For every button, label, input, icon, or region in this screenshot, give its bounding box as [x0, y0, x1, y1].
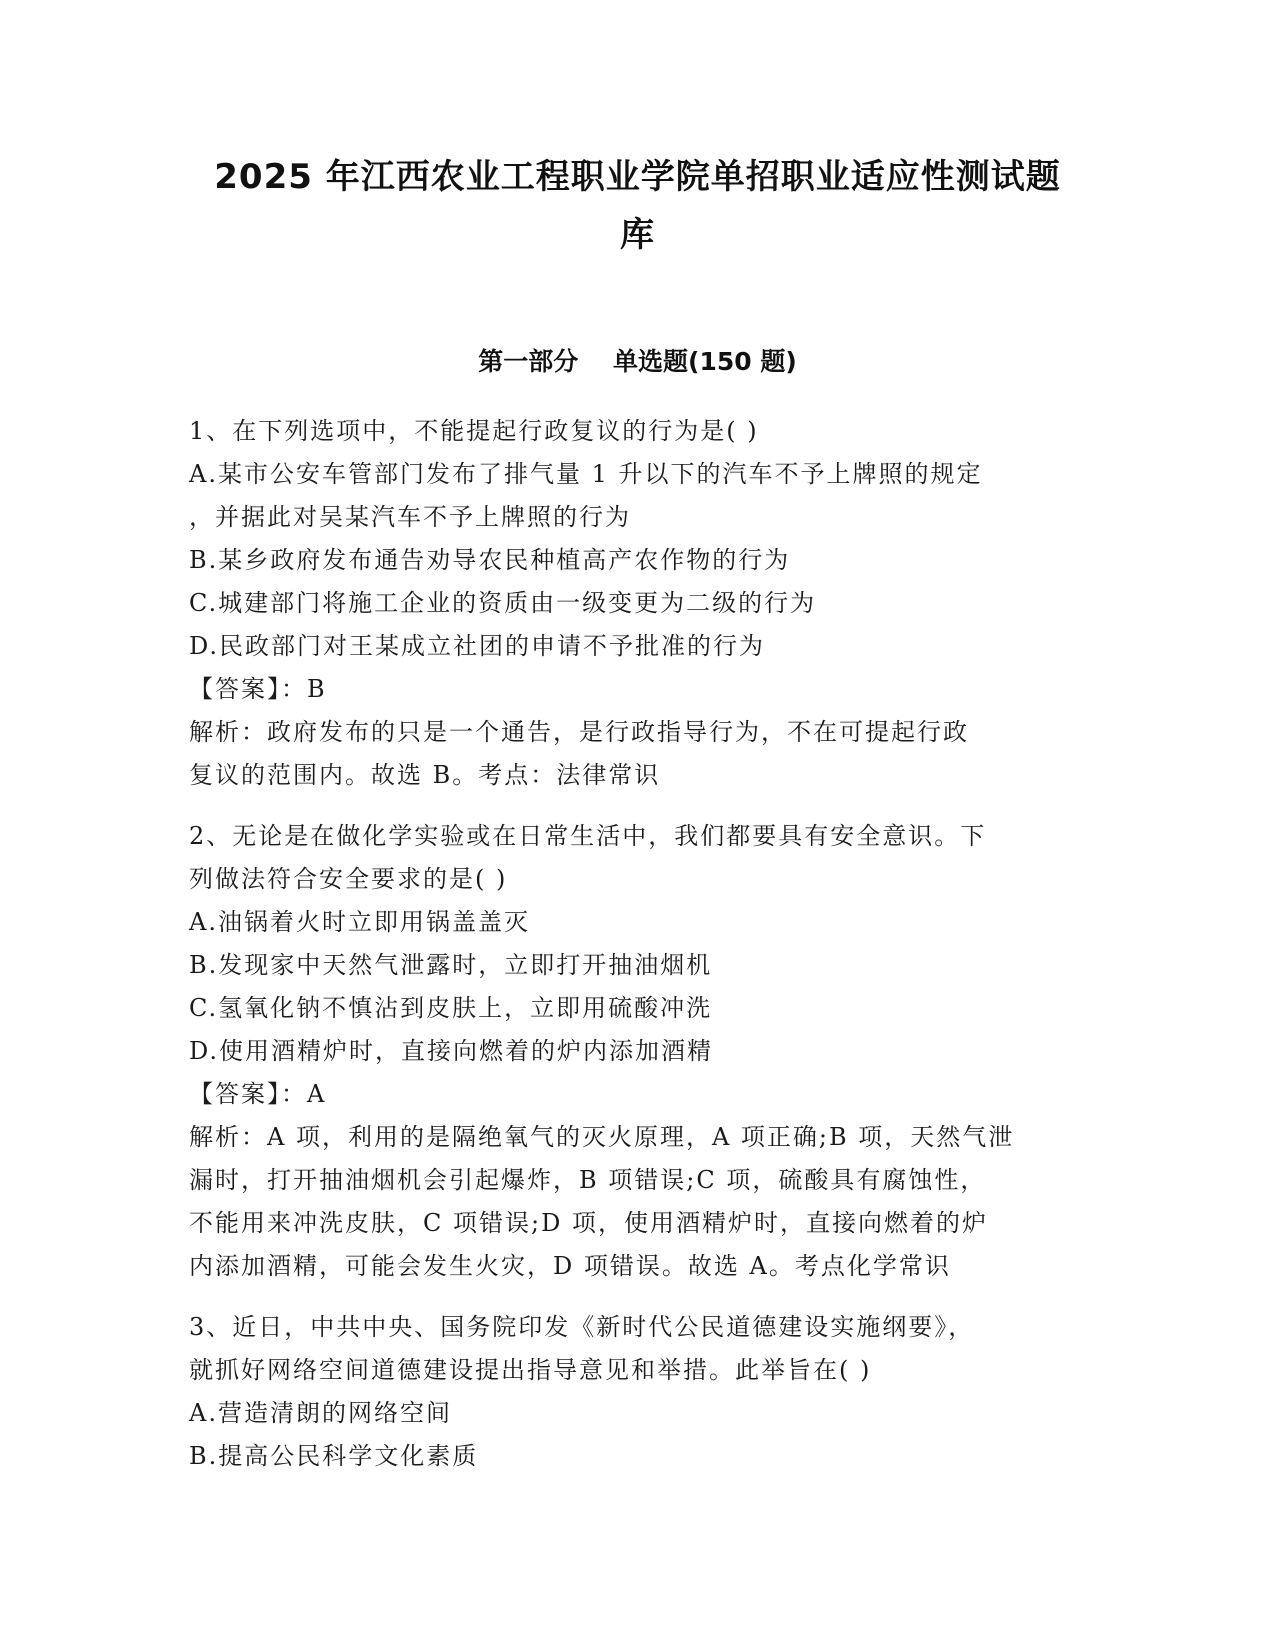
option-c: C.氢氧化钠不慎沾到皮肤上，立即用硫酸冲洗 [189, 994, 713, 1022]
question-stem-line: 1、在下列选项中，不能提起行政复议的行为是( ) [189, 417, 759, 445]
option-d: D.民政部门对王某成立社团的申请不予批准的行为 [189, 632, 766, 660]
document-title [185, 148, 1090, 264]
option-a: A.某市公安车管部门发布了排气量 1 升以下的汽车不予上牌照的规定 [189, 460, 983, 488]
analysis-line: 复议的范围内。故选 B。考点：法律常识 [189, 761, 661, 789]
option-a: A.油锅着火时立即用锅盖盖灭 [189, 908, 530, 936]
option-b: B.提高公民科学文化素质 [189, 1442, 479, 1470]
analysis-line: 解析：政府发布的只是一个通告，是行政指导行为，不在可提起行政 [189, 718, 969, 746]
title-line-2: 库 [620, 215, 655, 255]
option-a: A.营造清朗的网络空间 [189, 1399, 452, 1427]
question-stem-line: 3、近日，中共中央、国务院印发《新时代公民道德建设实施纲要》， [189, 1313, 975, 1341]
answer: 【答案】：B [189, 675, 327, 703]
question-3 [189, 1306, 1084, 1478]
answer: 【答案】：A [189, 1080, 327, 1108]
question-list [189, 410, 1084, 1496]
question-stem-line: 就抓好网络空间道德建设提出指导意见和举措。此举旨在( ) [189, 1356, 872, 1384]
option-d: D.使用酒精炉时，直接向燃着的炉内添加酒精 [189, 1037, 714, 1065]
option-b: B.某乡政府发布通告劝导农民种植高产农作物的行为 [189, 546, 791, 574]
section-heading: 第一部分 单选题(150 题) [478, 347, 797, 376]
question-1 [189, 410, 1084, 797]
option-a-continued: ，并据此对吴某汽车不予上牌照的行为 [189, 503, 631, 531]
analysis-line: 不能用来冲洗皮肤，C 项错误;D 项，使用酒精炉时，直接向燃着的炉 [189, 1209, 988, 1237]
analysis-line: 解析：A 项，利用的是隔绝氧气的灭火原理，A 项正确;B 项，天然气泄 [189, 1123, 1015, 1151]
analysis-line: 漏时，打开抽油烟机会引起爆炸，B 项错误;C 项，硫酸具有腐蚀性， [189, 1166, 987, 1194]
option-b: B.发现家中天然气泄露时，立即打开抽油烟机 [189, 951, 713, 979]
option-c: C.城建部门将施工企业的资质由一级变更为二级的行为 [189, 589, 817, 617]
question-stem-line: 2、无论是在做化学实验或在日常生活中，我们都要具有安全意识。下 [189, 822, 987, 850]
analysis-line: 内添加酒精，可能会发生火灾，D 项错误。故选 A。考点化学常识 [189, 1252, 951, 1280]
question-2 [189, 815, 1084, 1288]
question-stem-line: 列做法符合安全要求的是( ) [189, 865, 508, 893]
title-line-1: 2025 年江西农业工程职业学院单招职业适应性测试题 [214, 157, 1061, 197]
